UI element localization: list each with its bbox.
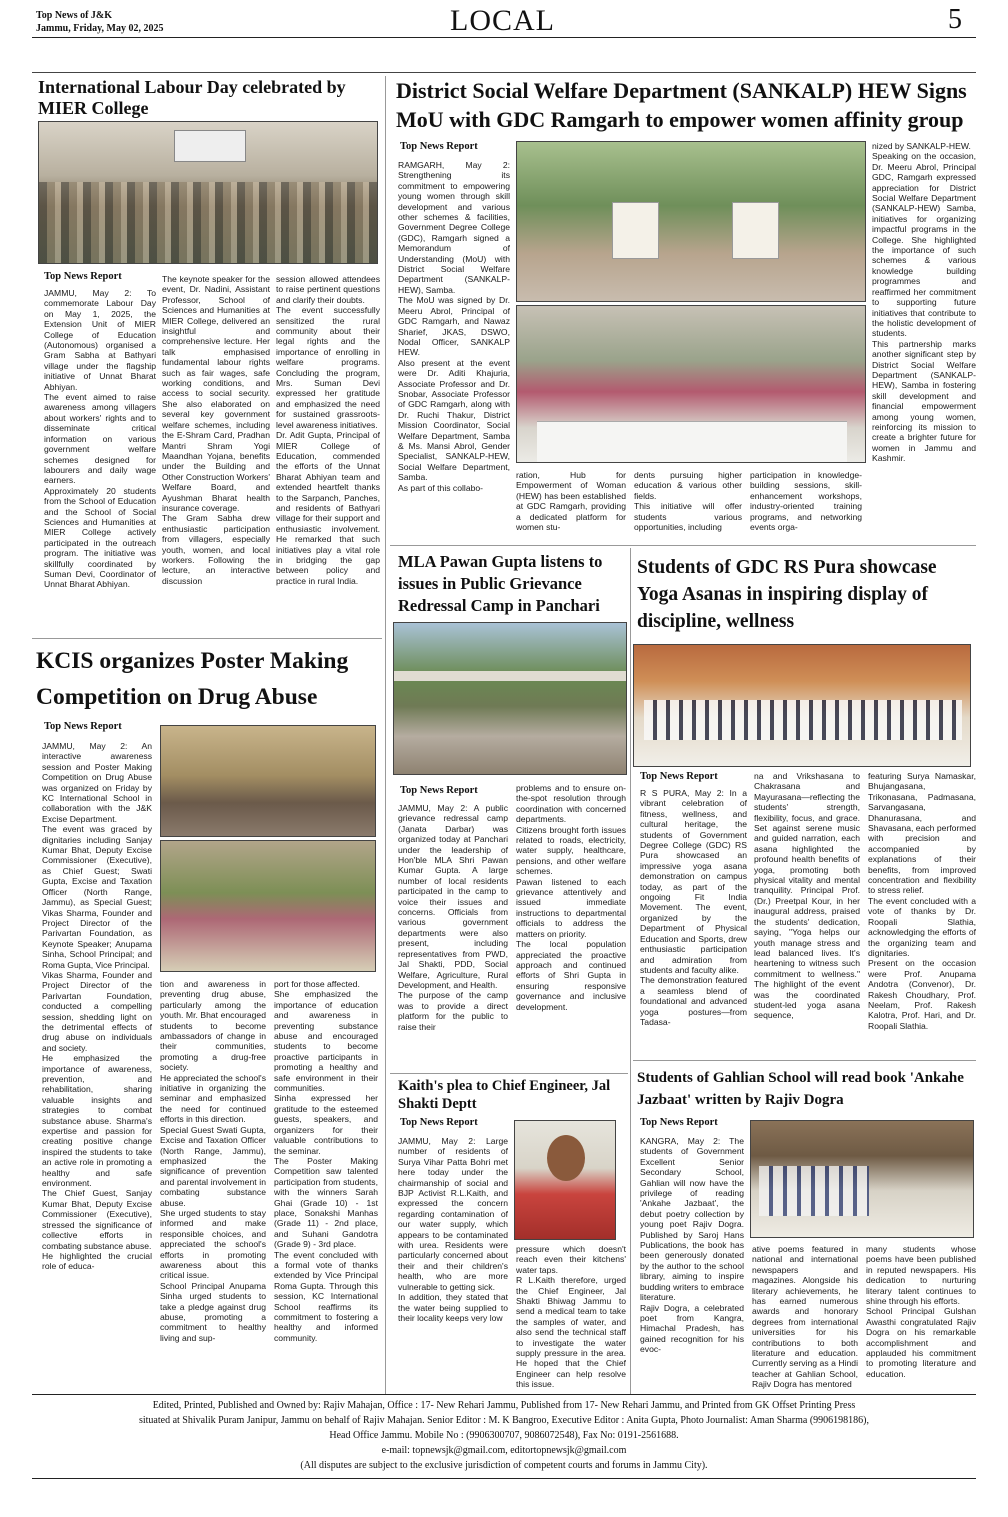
sankalp-bottom-col2: dents pursuing higher education & various other fields. This initiative will offer students various opportunities, including	[634, 470, 742, 533]
labour-day-col3: session allowed attendees to raise pertinent questions and clarify their doubts. The event successfully sensitized the rural community about their legal rights and the importance of enrolling in welfare programs. Concluding the program, Mrs. Suman Devi expressed her gratitude and emphasized the need for sustained grassroots-level awareness initiatives. Dr. Adit Gupta, Principal of MIER College of Education, commended the efforts of the Unnat Bharat Abhiyan team and extended heartfelt thanks to the Sarpanch, Panches, and residents of Bathyari village for their support and enthusiastic involvement. He remarked that such initiatives play a vital role in bridging the gap between policy and practice in rural India.	[276, 274, 380, 586]
yoga-col1: R S PURA, May 2: In a vibrant celebration of fitness, wellness, and cultural heritage, the students of Government Degree College (GDC) RS Pura showcased an impressive yoga asana demonstration on campus today, as part of the ongoing Fit India Movement. The event, organized by the Department of Physical Education and Sports, drew enthusiastic participation and admiration from students and faculty alike. The demonstration featured a seamless blend of foundational and advanced yoga postures—from Tadasa-	[640, 788, 747, 1027]
kaith-col2: pressure which doesn't reach even their kitchens' water taps. R L.Kaith therefore, urged the Chief Engineer, Jal Shakti Bhiwag Jammu to send a medical team to take the samples of water, and also send the technical staff to investigate the water supply pressure in the area. He hoped that the Chief Engineer can help resolve this issue.	[516, 1244, 626, 1390]
rule-above-kcis	[32, 638, 382, 639]
yoga-col2: na and Vrikshasana to Chakrasana and Mayurasana—reflecting the students' strength, flexibility, focus, and grace. Set against serene music and guided narration, each asana highlighted the profound health benefits of yoga, promoting both physical vitality and mental tranquility. Principal Prof. (Dr.) Preetpal Kour, in her inaugural address, praised the students' dedication, saying, "Yoga helps our youth manage stress and lead balanced lives. It's heartening to witness such commitment to wellness." The highlight of the event was the coordinated student-led yoga asana sequence,	[754, 771, 860, 1021]
imprint-line-1: Edited, Printed, Published and Owned by: Rajiv Mahajan, Office : 17- New Rehari Jammu, Published from 17- New Rehari Jammu, and Printed from GK Offset Printing Press	[152, 1400, 856, 1411]
kaith-portrait-photo	[514, 1120, 616, 1240]
page-number: 5	[948, 4, 962, 35]
mla-headline: MLA Pawan Gupta listens to issues in Public Grievance Redressal Camp in Panchari	[398, 552, 603, 615]
imprint	[32, 1398, 976, 1473]
table-shape	[537, 421, 847, 462]
kaith-byline: Top News Report	[400, 1117, 478, 1128]
imprint-line-2: situated at Shivalik Puram Janipur, Jammu on behalf of Rajiv Mahajan. Senior Editor : M. K Bangroo, Executive Editor : Anita Gupta, Photo Journalist: Aman Sharma (9906198186),	[138, 1415, 870, 1426]
yoga-photo	[633, 644, 971, 767]
camp-photo	[393, 622, 627, 775]
masthead-rule	[32, 37, 976, 38]
sankalp-col1: RAMGARH, May 2: Strengthening its commitment to empowering young women through skill development and various other schemes & facilities, Government Degree College (GDC), Ramgarh signed a Memorandum of Understanding (MoU) with District Social Welfare Department (SANKALP-HEW), Samba. The MoU was signed by Dr. Meeru Abrol, Principal of GDC Ramgarh, and Nawaz Sharief, JKAS, DSWO, Nodal Officer, SANKALP HEW. Also present at the event were Dr. Aditi Khajuria, Associate Professor and Dr. Snobar, Associate Professor of GDC Ramgarh, along with Dr. Ruchi Thakur, District Mission Coordinator, Social Welfare Department, Samba & Ms. Mansi Abrol, Gender Specialist, SANKALP-HEW, Social Welfare Department, Samba. As part of this collabo-	[398, 160, 510, 493]
crowd-shape	[39, 182, 378, 264]
tent-shape	[394, 671, 627, 681]
column-rule-left	[385, 76, 386, 1394]
yoga-headline: Students of GDC RS Pura showcase Yoga Asanas in inspiring display of discipline, wellness	[637, 557, 937, 632]
yoga-col3: featuring Surya Namaskar, Bhujangasana, Trikonasana, Padmasana, Sarvangasana, Dhanurasana, and Shavasana, each performed with precision and accompanied by explanations of their benefits, from improved concentration and flexibility to stress relief. The event concluded with a vote of thanks by Dr. Roopali Slathia, acknowledging the efforts of the organizing team and dignitaries. Present on the occasion were Prof. Anupama Andotra (Convenor), Dr. Rakesh Choudhary, Prof. Neelam, Prof. Rakesh Kalotra, Prof. Hari, and Dr. Roopali Slathia.	[868, 771, 976, 1031]
labour-day-headline: International Labour Day celebrated by MIER College	[38, 77, 346, 118]
labour-day-photo	[38, 121, 378, 264]
masthead	[32, 0, 976, 38]
gahlian-byline: Top News Report	[640, 1117, 718, 1128]
labour-day-byline: Top News Report	[44, 271, 122, 282]
rule-above-kaith	[390, 1073, 628, 1074]
mla-col1: JAMMU, May 2: A public grievance redressal camp (Janata Darbar) was organized today at Panchari under the leadership of Hon'ble MLA Shri Pawan Kumar Gupta. A large number of local residents participated in the camp to voice their issues and concerns. Officials from various government departments were also present, including representatives from PWD, Jal Shakti, PDD, Social Welfare, Agriculture, Rural Development, and Health. The purpose of the camp was to provide a direct platform for the public to raise their	[398, 803, 508, 1032]
gahlian-col1: KANGRA, May 2: The students of Government Excellent Senior Secondary School, Gahlian will now have the privilege of reading 'Ankahe Jazbaat', the debut poetry collection by young poet Rajiv Dogra. Published by Saroj Hans Publications, the book has been generously donated by the author to the school library, aiming to inspire budding writers to embrace literature. Rajiv Dogra, a celebrated poet from Kangra, Himachal Pradesh, has gained recognition for his evoc-	[640, 1136, 744, 1355]
rule-under-sankalp	[390, 545, 976, 546]
students-shape	[759, 1166, 869, 1216]
paper-name: Top News of J&K	[36, 10, 113, 21]
kaith-headline: Kaith's plea to Chief Engineer, Jal Shakti Deptt	[398, 1078, 611, 1112]
mou-photo-top	[516, 141, 866, 302]
kcis-col3: port for those affected. She emphasized the importance of education and awareness in preventing substance abuse and encouraged students to become proactive participants in promoting a healthy and safe environment in their communities. Sinha expressed her gratitude to the esteemed guests, speakers, and organizers for their valuable contributions to the seminar. The Poster Making Competition saw talented participation from students, with the winners Sarah Ghai (Grade 10) - 1st place, Sonakshi Manhas (Grade 11) - 2nd place, and Suhani Gandotra (Grade 9) - 3rd place. The event concluded with a formal vote of thanks extended by Vice Principal Roma Gupta. Through this session, KC International School reaffirms its commitment to fostering a healthy and informed community.	[274, 979, 378, 1343]
gahlian-headline: Students of Gahlian School will read book 'Ankahe Jazbaat' written by Rajiv Dogra	[637, 1070, 964, 1108]
kaith-col1: JAMMU, May 2: Large number of residents of Surya Vihar Patta Bohri met here today under the chairmanship of social and BJP Activist R.L.Kaith, and expressed the concern regarding contamination of our water supply, which appears to be contaminated with urea. Residents were particularly concerned about their and their children's health, who are more vulnerable to getting sick. In addition, they stated that the water being supplied to their locality keeps very low	[398, 1136, 508, 1323]
sankalp-bottom-col1: ration, Hub for Empowerment of Woman (HEW) has been established at GDC Ramgarh, providing a dedicated platform for women stu-	[516, 470, 626, 533]
kcis-byline: Top News Report	[44, 721, 122, 732]
section-title: LOCAL	[450, 4, 555, 37]
mla-byline: Top News Report	[400, 785, 478, 796]
gahlian-col3: many students whose poems have been published in reputed newspapers. His dedication to nurturing literary talent continues to shine through his efforts. School Principal Gulshan Awasthi congratulated Rajiv Dogra on his remarkable accomplishment and applauded his commitment to promoting literature and education.	[866, 1244, 976, 1379]
kcis-headline: KCIS organizes Poster Making Competition on Drug Abuse	[36, 648, 349, 710]
imprint-line-3: Head Office Jammu. Mobile No : (9906300707, 9086072548), Fax No: 0191-2561688.	[329, 1430, 679, 1441]
kcis-photo-2	[160, 840, 376, 972]
certificate-shape	[612, 202, 659, 259]
rule-under-yoga	[633, 1060, 976, 1061]
gahlian-photo	[750, 1120, 974, 1238]
face-shape	[547, 1135, 585, 1181]
footer-rule-bottom	[32, 1478, 976, 1479]
dateline: Jammu, Friday, May 02, 2025	[36, 23, 164, 34]
sankalp-bottom-col3: participation in knowledge-building sessions, skill-enhancement workshops, industry-oriented training programs, and networking events orga-	[750, 470, 862, 533]
gahlian-col2: ative poems featured in national and international newspapers and magazines. Alongside his literary achievements, he has earned numerous awards and honorary degrees from international universities for his contributions to both literature and education. Currently serving as a Hindi teacher at Gahlian School, Rajiv Dogra has mentored	[752, 1244, 858, 1390]
sankalp-right-col: nized by SANKALP-HEW. Speaking on the occasion, Dr. Meeru Abrol, Principal GDC, Ramgarh expressed appreciation for District Social Welfare Department (SANKALP-HEW) Samba, initiatives for organizing impactful programs in the College. She highlighted the importance of such schemes & various knowledge building programmes and reaffirmed her commitment to supporting future initiatives that contribute to the holistic development of students. This partnership marks another significant step by District Social Welfare Department (SANKALP-HEW), Samba in fostering skill development and financial empowerment among young women, reinforcing its mission to create a brighter future for women in Jammu and Kashmir.	[872, 141, 976, 464]
certificate-shape-2	[732, 202, 779, 259]
kcis-col2: tion and awareness in preventing drug abuse, particularly among the youth. Mr. Bhat encouraged students to become ambassadors of change in their communities, promoting a drug-free society. He appreciated the school's initiative in organizing the seminar and emphasized the need for continued efforts in this direction. Special Guest Swati Gupta, Excise and Taxation Officer (North Range, Jammu), emphasized the significance of prevention and parental involvement in combating substance abuse. She urged students to stay informed and make responsible choices, and appreciated the school's efforts in promoting awareness about this critical issue. School Principal Anupama Sinha urged students to take a pledge against drug abuse, promoting a commitment to healthy living and sup-	[160, 979, 266, 1343]
masthead-rule-2	[32, 72, 976, 73]
students-row	[644, 700, 962, 740]
kcis-col1: JAMMU, May 2: An interactive awareness session and Poster Making Competition on Drug Abuse was organized on Friday by KC International School in collaboration with the J&K Excise Department. The event was graced by dignitaries including Sanjay Kumar Bhat, Deputy Excise Commissioner (Executive), as Chief Guest; Swati Gupta, Excise and Taxation Officer (North Range, Jammu), as Special Guest; Vikas Sharma, Founder and Project Director of the Parivartan Foundation, as Keynote Speaker; Anupama Sinha, School Principal; and Roma Gupta, Vice Principal. Vikas Sharma, Founder and Project Director of the Parivartan Foundation, conducted a compelling session, shedding light on the detrimental effects of drug abuse on individuals and society. He emphasized the importance of awareness, prevention, and rehabilitation, sharing valuable insights and strategies to combat substance abuse. Sharma's expertise and passion for creating positive change inspired the students to take an active role in promoting a healthy and safe environment. The Chief Guest, Sanjay Kumar Bhat, Deputy Excise Commissioner (Executive), stressed the significance of collective efforts in combating substance abuse. He highlighted the crucial role of educa-	[42, 741, 152, 1272]
imprint-disclaimer: (All disputes are subject to the exclusive jurisdiction of competent courts and forums in Jammu City).	[300, 1460, 708, 1471]
column-rule-middle	[630, 548, 631, 1394]
mou-photo-bottom	[516, 305, 866, 463]
mla-col2: problems and to ensure on-the-spot resolution through coordination with concerned departments. Citizens brought forth issues related to roads, electricity, water supply, healthcare, pensions, and other welfare schemes. Pawan listened to each grievance attentively and issued immediate instructions to departmental officials to address the matters on priority. The local population appreciated the proactive approach and continued efforts of Shri Gupta in ensuring responsive governance and inclusive development.	[516, 783, 626, 1012]
labour-day-col1: JAMMU, May 2: To commemorate Labour Day on May 1, 2025, the Extension Unit of MIER College of Education (Autonomous) organised a Gram Sabha at Bathyari village under the flagship initiative of Unnat Bharat Abhiyan. The event aimed to raise awareness among villagers about workers' rights and to disseminate critical information on various government welfare schemes designed for labourers and daily wage earners. Approximately 20 students from the School of Education and the School of Social Sciences and Humanities at MIER College actively participated in the outreach program. The initiative was skillfully coordinated by Suman Devi, Coordinator of Unnat Bharat Abhiyan.	[44, 288, 156, 590]
labour-day-col2: The keynote speaker for the event, Dr. Nadini, Assistant Professor, School of Sciences and Humanities at MIER College, delivered an insightful and comprehensive lecture. Her talk emphasised fundamental labour rights such as fair wages, safe working conditions, and access to social security. She also elaborated on several key government welfare schemes, including the E-Shram Card, Pradhan Mantri Shram Yogi Maandhan Yojana, benefits under the Building and Other Construction Workers' Welfare Board, and Ayushman Bharat health insurance coverage. The Gram Sabha drew enthusiastic participation from villagers, especially youth, women, and local workers. Following the lecture, an interactive discussion	[162, 274, 270, 586]
sankalp-byline: Top News Report	[400, 141, 478, 152]
imprint-email: e-mail: topnewsjk@gmail.com, editortopnewsjk@gmail.com	[381, 1445, 627, 1456]
sankalp-headline: District Social Welfare Department (SANKALP) HEW Signs MoU with GDC Ramgarh to empower women affinity group	[396, 78, 967, 132]
kcis-photo-1	[160, 725, 376, 837]
footer-rule-top	[32, 1394, 976, 1395]
yoga-byline: Top News Report	[640, 771, 718, 782]
banner-shape	[174, 130, 246, 162]
